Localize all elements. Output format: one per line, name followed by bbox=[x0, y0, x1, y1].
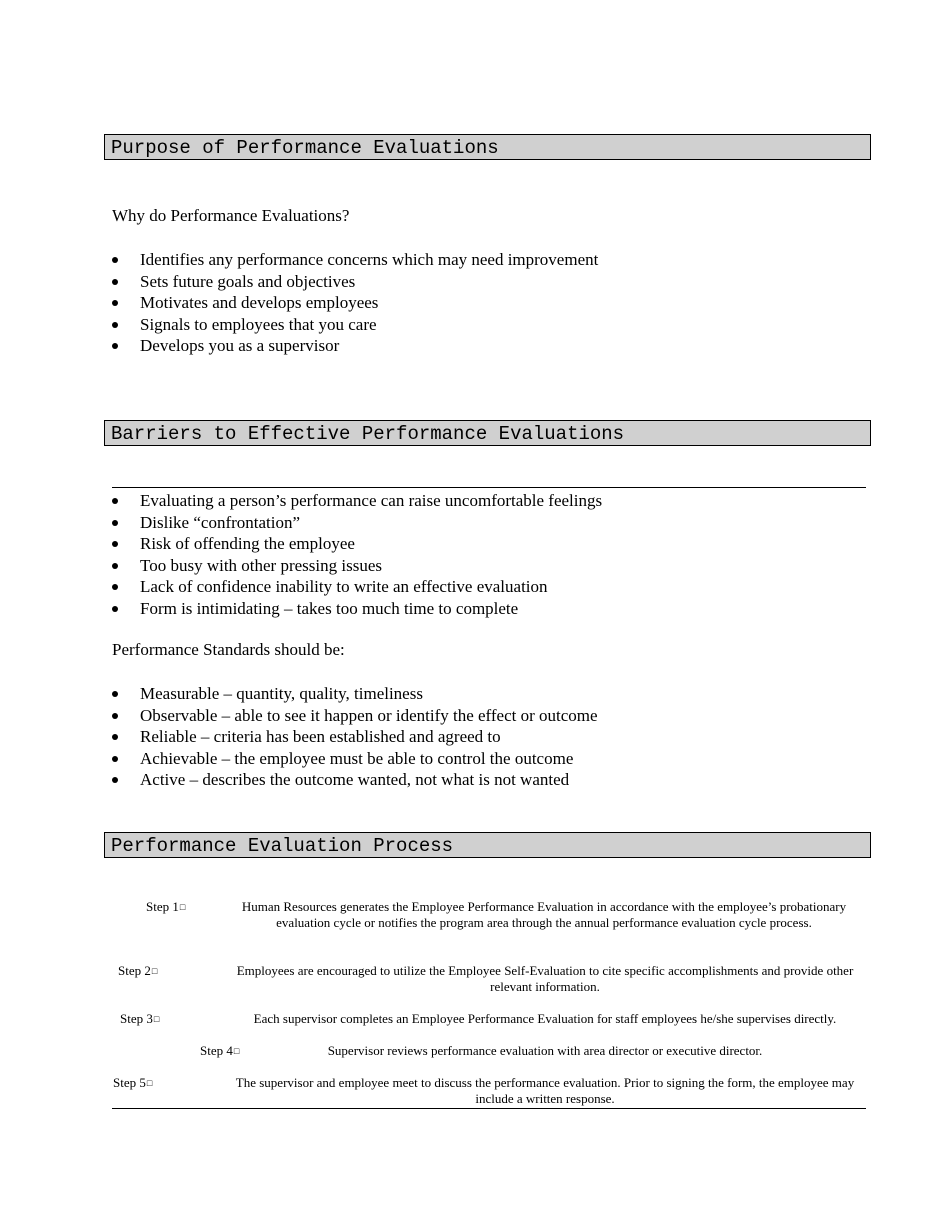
step-marker-icon: □ bbox=[146, 1078, 153, 1088]
list-item: Reliable – criteria has been established and agreed to bbox=[112, 726, 598, 748]
step-marker-icon: □ bbox=[153, 1014, 160, 1024]
list-item: Achievable – the employee must be able to control the outcome bbox=[112, 748, 598, 770]
step-5-text: The supervisor and employee meet to discuss the performance evaluation. Prior to signing the form, the employee may include a written response. bbox=[235, 1075, 855, 1106]
list-item: Evaluating a person’s performance can raise uncomfortable feelings bbox=[112, 490, 602, 512]
list-item: Active – describes the outcome wanted, not what is not wanted bbox=[112, 769, 598, 791]
step-3-label: Step 3□ bbox=[120, 1011, 160, 1026]
list-item: Dislike “confrontation” bbox=[112, 512, 602, 534]
list-item: Measurable – quantity, quality, timeliness bbox=[112, 683, 598, 705]
bullet-icon bbox=[112, 520, 118, 526]
bullet-icon bbox=[112, 713, 118, 719]
bullet-icon bbox=[112, 322, 118, 328]
list-item: Identifies any performance concerns which may need improvement bbox=[112, 249, 598, 271]
bullet-icon bbox=[112, 279, 118, 285]
section-title: Performance Evaluation Process bbox=[111, 835, 454, 857]
step-marker-icon: □ bbox=[233, 1046, 240, 1056]
bullet-icon bbox=[112, 691, 118, 697]
list-item: Develops you as a supervisor bbox=[112, 335, 598, 357]
bullet-icon bbox=[112, 584, 118, 590]
standards-intro: Performance Standards should be: bbox=[112, 640, 345, 659]
bullet-icon bbox=[112, 343, 118, 349]
bullet-icon bbox=[112, 756, 118, 762]
section-title: Purpose of Performance Evaluations bbox=[111, 137, 499, 159]
divider bbox=[112, 1108, 866, 1109]
list-item: Observable – able to see it happen or identify the effect or outcome bbox=[112, 705, 598, 727]
section-title: Barriers to Effective Performance Evaluations bbox=[111, 423, 625, 445]
bullet-icon bbox=[112, 606, 118, 612]
list-item: Motivates and develops employees bbox=[112, 292, 598, 314]
step-5-label: Step 5□ bbox=[113, 1075, 153, 1090]
list-item: Form is intimidating – takes too much time to complete bbox=[112, 598, 602, 620]
step-2-text: Employees are encouraged to utilize the Employee Self-Evaluation to cite specific accomplishments and provide other relevant information. bbox=[236, 963, 854, 994]
bullet-icon bbox=[112, 563, 118, 569]
step-3-text: Each supervisor completes an Employee Performance Evaluation for staff employees he/she supervises directly. bbox=[253, 1011, 837, 1026]
bullet-icon bbox=[112, 777, 118, 783]
standards-bullet-list bbox=[112, 683, 598, 791]
list-item: Lack of confidence inability to write an effective evaluation bbox=[112, 576, 602, 598]
bullet-icon bbox=[112, 257, 118, 263]
list-item: Risk of offending the employee bbox=[112, 533, 602, 555]
step-1-text: Human Resources generates the Employee Performance Evaluation in accordance with the employee’s probationary evaluation cycle or notifies the program area through the annual performance evaluation cycle process. bbox=[241, 899, 847, 930]
section-header-purpose bbox=[104, 134, 871, 160]
step-1-label: Step 1□ bbox=[146, 899, 186, 914]
step-marker-icon: □ bbox=[151, 966, 158, 976]
barriers-bullet-list bbox=[112, 490, 602, 619]
purpose-question: Why do Performance Evaluations? bbox=[112, 206, 350, 225]
bullet-icon bbox=[112, 300, 118, 306]
bullet-icon bbox=[112, 541, 118, 547]
divider bbox=[112, 487, 866, 488]
bullet-icon bbox=[112, 734, 118, 740]
step-4-text: Supervisor reviews performance evaluation with area director or executive director. bbox=[327, 1043, 763, 1058]
list-item: Too busy with other pressing issues bbox=[112, 555, 602, 577]
section-header-barriers bbox=[104, 420, 871, 446]
purpose-bullet-list bbox=[112, 249, 598, 357]
list-item: Signals to employees that you care bbox=[112, 314, 598, 336]
step-2-label: Step 2□ bbox=[118, 963, 158, 978]
list-item: Sets future goals and objectives bbox=[112, 271, 598, 293]
step-4-label: Step 4□ bbox=[200, 1043, 240, 1058]
section-header-process bbox=[104, 832, 871, 858]
step-marker-icon: □ bbox=[179, 902, 186, 912]
bullet-icon bbox=[112, 498, 118, 504]
